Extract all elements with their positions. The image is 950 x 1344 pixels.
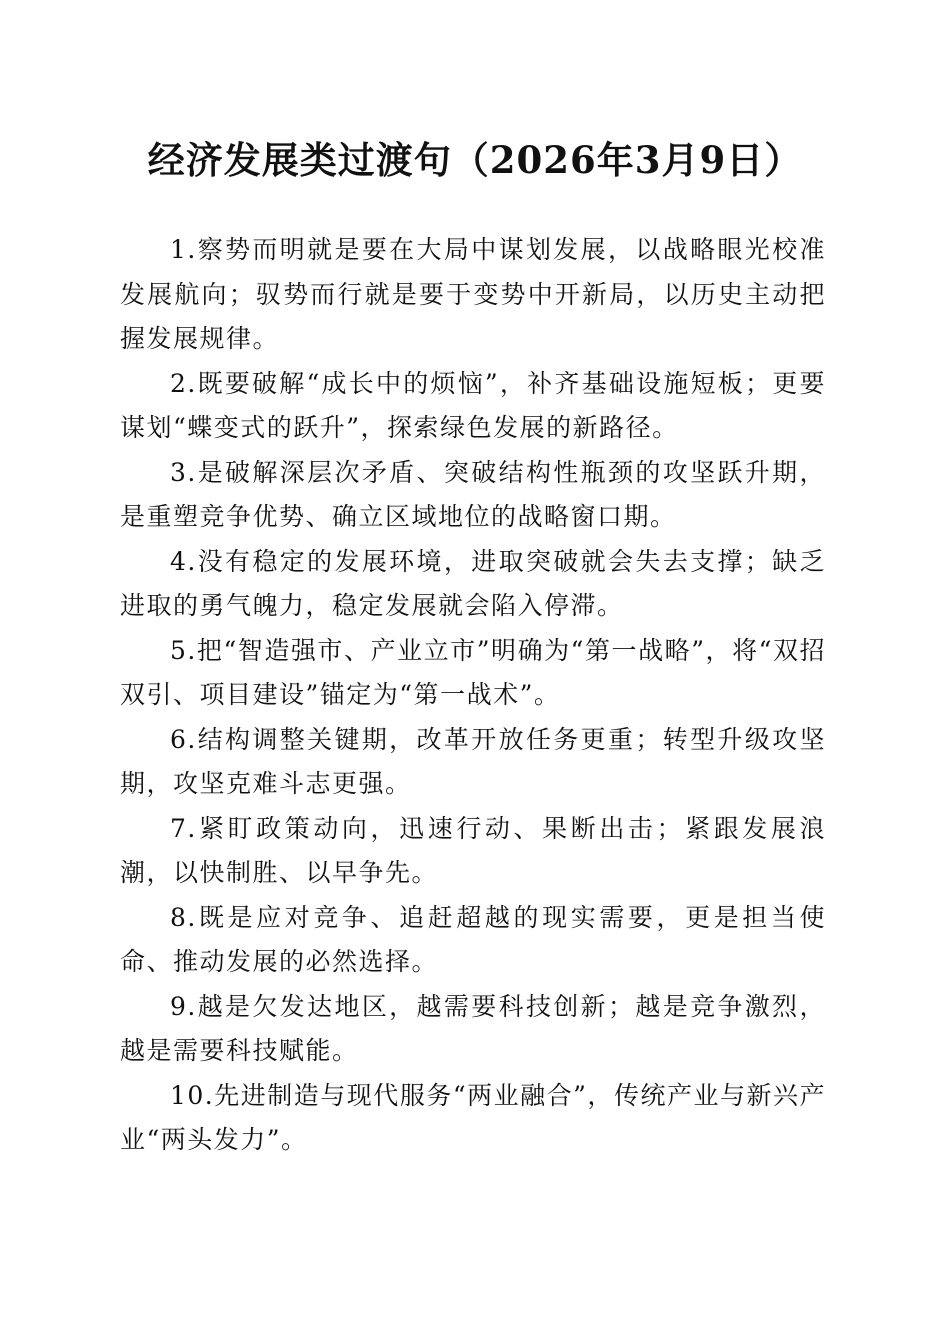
paragraph-1: 1.察势而明就是要在大局中谋划发展，以战略眼光校准发展航向；驭势而行就是要于变势中开新局，以历史主动把握发展规律。 bbox=[120, 235, 826, 353]
paragraph-6: 6.结构调整关键期，改革开放任务更重；转型升级攻坚期，攻坚克难斗志更强。 bbox=[120, 724, 826, 798]
paragraph-9: 9.越是欠发达地区，越需要科技创新；越是竞争激烈，越是需要科技赋能。 bbox=[120, 991, 826, 1065]
paragraph-5: 5.把“智造强市、产业立市”明确为“第一战略”，将“双招双引、项目建设”锚定为“第一战术”。 bbox=[120, 635, 826, 709]
paragraph-4: 4.没有稳定的发展环境，进取突破就会失去支撑；缺乏进取的勇气魄力，稳定发展就会陷入停滞。 bbox=[120, 546, 826, 620]
paragraph-3: 3.是破解深层次矛盾、突破结构性瓶颈的攻坚跃升期，是重塑竞争优势、确立区域地位的战略窗口期。 bbox=[120, 457, 826, 531]
paragraph-7: 7.紧盯政策动向，迅速行动、果断出击；紧跟发展浪潮，以快制胜、以早争先。 bbox=[120, 813, 826, 887]
document-title: 经济发展类过渡句（2026年3月9日） bbox=[147, 138, 803, 182]
document-body bbox=[120, 228, 826, 1163]
paragraph-10: 10.先进制造与现代服务“两业融合”，传统产业与新兴产业“两头发力”。 bbox=[120, 1080, 826, 1154]
paragraph-2: 2.既要破解“成长中的烦恼”，补齐基础设施短板；更要谋划“蝶变式的跃升”，探索绿色发展的新路径。 bbox=[120, 368, 826, 442]
paragraph-8: 8.既是应对竞争、追赶超越的现实需要，更是担当使命、推动发展的必然选择。 bbox=[120, 902, 826, 976]
